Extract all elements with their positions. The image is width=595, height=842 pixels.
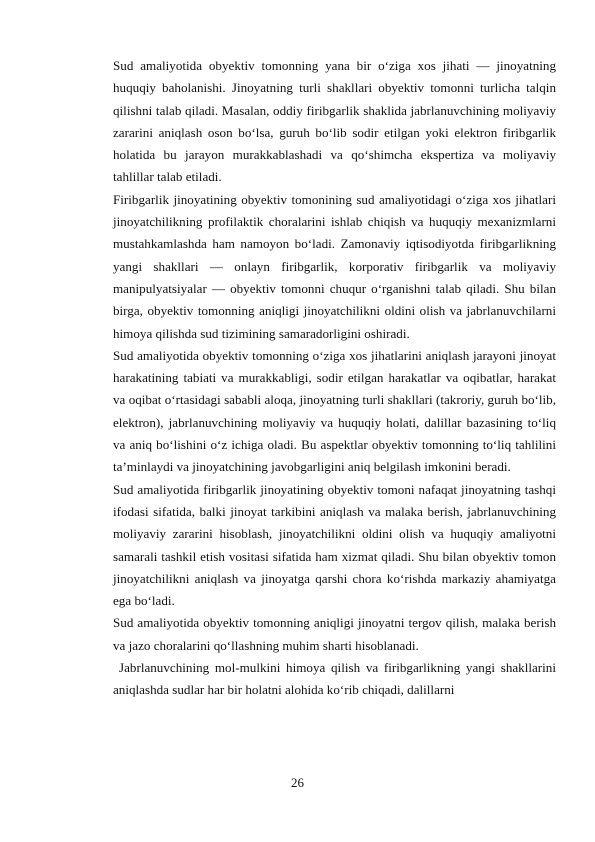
paragraph-5: Sud amaliyotida obyektiv tomonning aniqligi jinoyatni tergov qilish, malaka berish va jazo choralarini qo‘llashning muhim sharti hisoblanadi. xyxy=(113,615,556,653)
paragraph-4: Sud amaliyotida firibgarlik jinoyatining obyektiv tomoni nafaqat jinoyatning tashqi ifodasi sifatida, balki jinoyat tarkibini aniqlash va malaka berish, jabrlanuvchining moliyaviy zararini hisoblash, jinoyatchilikni oldini olish va huquqiy amaliyotni samarali tashkil etish vositasi sifatida ham xizmat qiladi. Shu bilan obyektiv tomon jinoyatchilikni aniqlash va jinoyatga qarshi chora ko‘rishda markaziy ahamiyatga ega bo‘ladi. xyxy=(113,481,556,609)
page-number: 26 xyxy=(291,775,304,790)
paragraph-3: Sud amaliyotida obyektiv tomonning o‘ziga xos jihatlarini aniqlash jarayoni jinoyat harakatining tabiati va murakkabligi, sodir etilgan harakatlar va oqibatlar, harakat va oqibat o‘rtasidagi sababli aloqa, jinoyatning turli shakllari (takroriy, guruh bo‘lib, elektron), jabrlanuvchining moliyaviy va huquqiy holati, dalillar bazasining to‘liq va aniq bo‘lishini o‘z ichiga oladi. Bu aspektlar obyektiv tomonning to‘liq tahlilini ta’minlaydi va jinoyatchining javobgarligini aniq belgilash imkonini beradi. xyxy=(113,347,556,475)
paragraph-2: Firibgarlik jinoyatining obyektiv tomonining sud amaliyotidagi o‘ziga xos jihatlari jinoyatchilikning profilaktik choralarini ishlab chiqish va huquqiy mexanizmlarni mustahkamlashda ham namoyon bo‘ladi. Zamonaviy iqtisodiyotda firibgarlikning yangi shakllari — onlayn firibgarlik, korporativ firibgarlik va moliyaviy manipulyatsiyalar — obyektiv tomonni chuqur o‘rganishni talab qiladi. Shu bilan birga, obyektiv tomonning aniqligi jinoyatchilikni oldini olish va jabrlanuvchilarni himoya qilishda sud tizimining samaradorligini oshiradi. xyxy=(113,191,556,341)
paragraph-6: Jabrlanuvchining mol-mulkini himoya qilish va firibgarlikning yangi shakllarini aniqlashda sudlar har bir holatni alohida ko‘rib chiqadi, dalillarni xyxy=(113,660,556,698)
document-body xyxy=(113,55,556,702)
paragraph-1: Sud amaliyotida obyektiv tomonning yana bir o‘ziga xos jihati — jinoyatning huquqiy baholanishi. Jinoyatning turli shakllari obyektiv tomonni turlicha talqin qilishni talab qiladi. Masalan, oddiy firibgarlik shaklida jabrlanuvchining moliyaviy zararini aniqlash oson bo‘lsa, guruh bo‘lib sodir etilgan yoki elektron firibgarlik holatida bu jarayon murakkablashadi va qo‘shimcha ekspertiza va moliyaviy tahlillar talab etiladi. xyxy=(113,58,556,185)
